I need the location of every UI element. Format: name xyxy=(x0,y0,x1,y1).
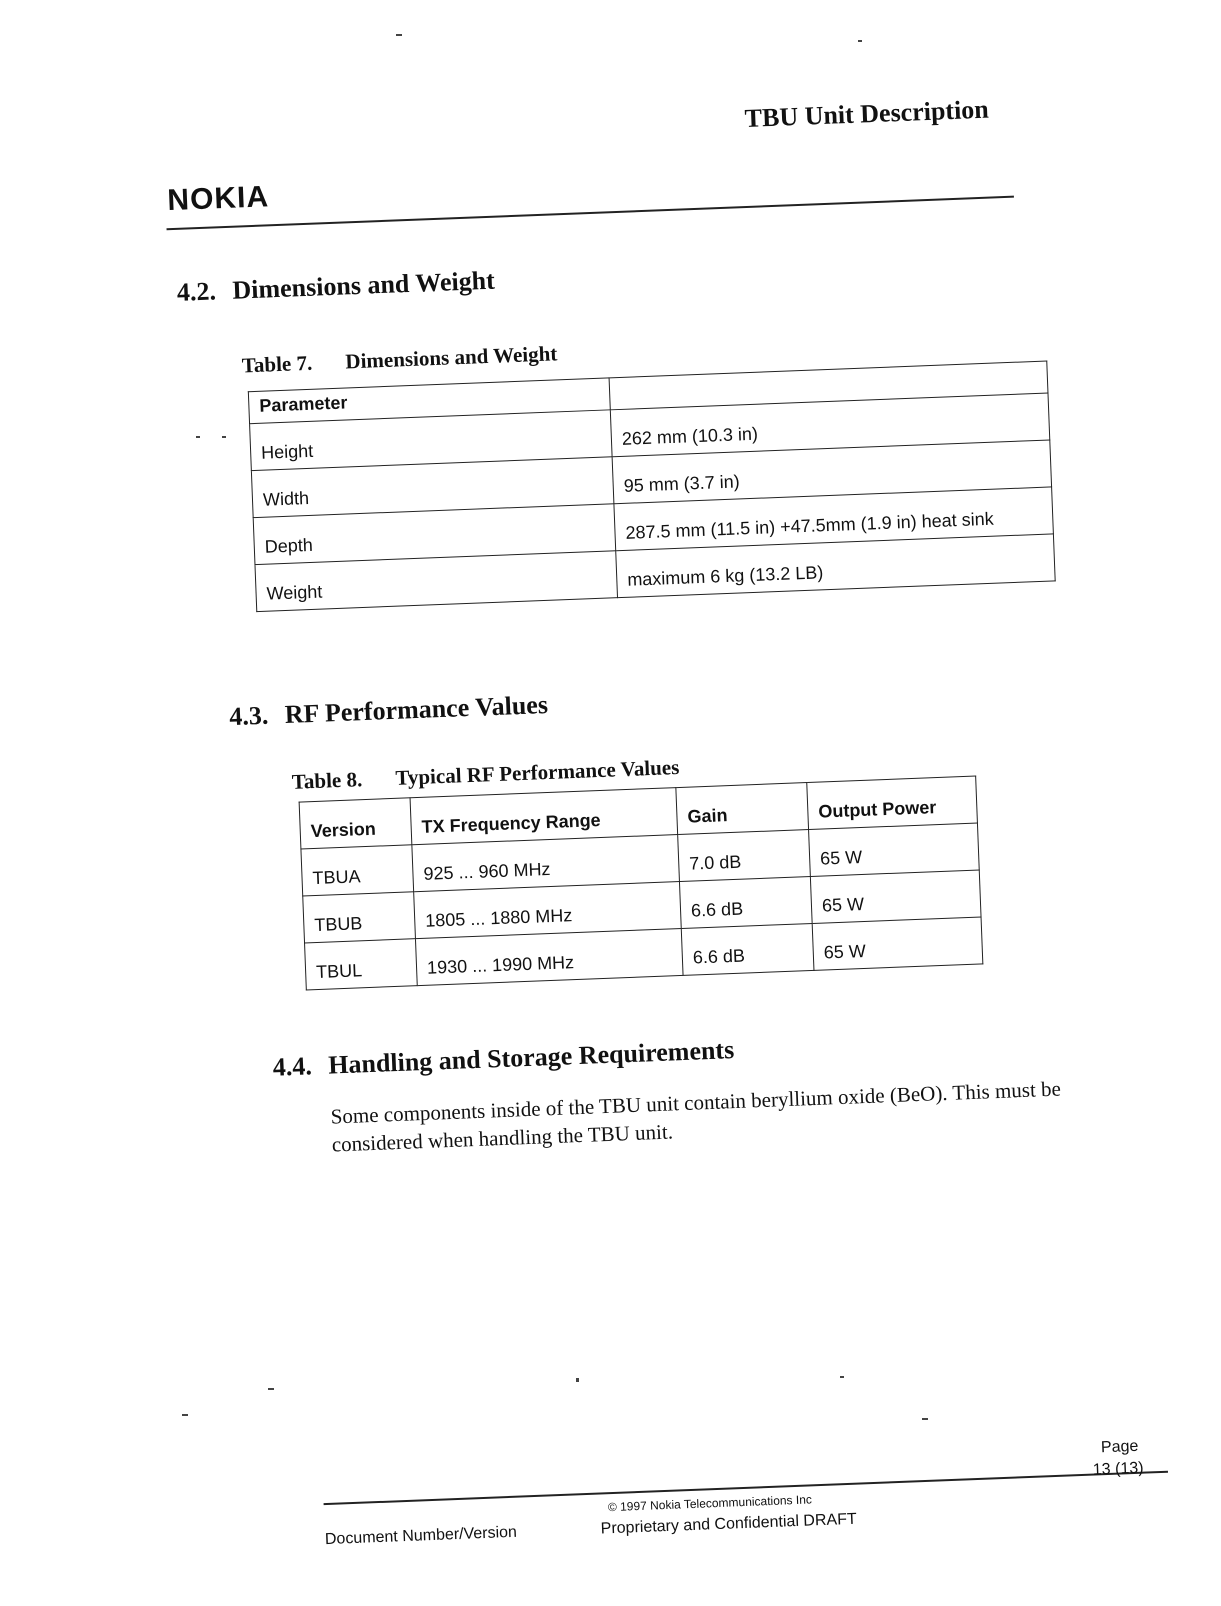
section-number: 4.4. xyxy=(272,1051,313,1082)
section-heading-4-4 xyxy=(272,1035,734,1083)
section-title: RF Performance Values xyxy=(284,689,549,730)
table-7-caption xyxy=(241,341,557,378)
scan-speck xyxy=(196,436,200,438)
table-cell: Depth xyxy=(253,504,616,565)
table-cell: 6.6 dB xyxy=(679,876,812,928)
header-rule xyxy=(166,196,1013,231)
footer-page-label: Page xyxy=(1100,1437,1139,1457)
table-cell: 6.6 dB xyxy=(681,923,814,975)
table-cell: 65 W xyxy=(809,823,980,876)
table-cell: 1805 ... 1880 MHz xyxy=(414,882,682,939)
table-cell: 262 mm (10.3 in) xyxy=(610,393,1049,457)
scan-speck xyxy=(840,1376,844,1378)
table-cell: TBUB xyxy=(303,892,416,943)
table-cell: Height xyxy=(250,410,613,471)
nokia-logo: NOKIA xyxy=(166,180,270,218)
table-cell: 1930 ... 1990 MHz xyxy=(415,928,683,985)
table-title: Typical RF Performance Values xyxy=(394,754,680,790)
table-cell: maximum 6 kg (13.2 LB) xyxy=(616,534,1055,598)
table-cell: 925 ... 960 MHz xyxy=(412,835,680,892)
scan-speck xyxy=(396,34,402,36)
table-cell: TBUL xyxy=(305,939,418,990)
footer-doc-number: Document Number/Version xyxy=(324,1523,518,1549)
table-label: Table 7. xyxy=(241,350,313,378)
scan-speck xyxy=(182,1414,188,1416)
scan-speck xyxy=(268,1388,274,1390)
dimensions-table xyxy=(248,361,1056,613)
scan-speck xyxy=(576,1378,579,1382)
table-cell: Width xyxy=(251,457,614,518)
scan-speck xyxy=(922,1418,928,1420)
table-cell: 65 W xyxy=(810,870,981,923)
table-cell: 287.5 mm (11.5 in) +47.5mm (1.9 in) heat sink xyxy=(614,487,1053,551)
table-title: Dimensions and Weight xyxy=(344,341,558,374)
section-number: 4.3. xyxy=(228,700,269,732)
section-heading-4-2 xyxy=(176,266,495,308)
table-label: Table 8. xyxy=(291,767,363,794)
table-cell: 7.0 dB xyxy=(678,830,811,882)
table-header-cell: Output Power xyxy=(807,776,978,829)
scan-speck xyxy=(858,40,862,42)
section-title: Dimensions and Weight xyxy=(231,265,496,305)
table-cell: Weight xyxy=(255,551,618,612)
section-heading-4-3 xyxy=(229,690,549,732)
table-header-cell: TX Frequency Range xyxy=(410,788,678,845)
document-title: TBU Unit Description xyxy=(744,94,990,133)
table-header-cell: Parameter xyxy=(248,378,610,424)
section-number: 4.2. xyxy=(176,276,217,307)
footer-confidential: Proprietary and Confidential DRAFT xyxy=(600,1510,858,1538)
section-title: Handling and Storage Requirements xyxy=(327,1035,735,1080)
table-header-cell: Version xyxy=(299,798,412,849)
footer-page-number: 13 (13) xyxy=(1092,1459,1144,1479)
rf-performance-table xyxy=(299,776,984,991)
handling-paragraph: Some components inside of the TBU unit contain beryllium oxide (BeO). This must be considered when handling the TBU unit. xyxy=(330,1076,1062,1157)
table-cell: 95 mm (3.7 in) xyxy=(612,440,1051,504)
table-cell: 65 W xyxy=(812,917,983,970)
table-header-cell: Gain xyxy=(676,783,809,835)
footer-copyright: © 1997 Nokia Telecommunications Inc xyxy=(607,1492,813,1515)
scan-speck xyxy=(222,436,226,438)
table-cell: TBUA xyxy=(301,845,414,896)
